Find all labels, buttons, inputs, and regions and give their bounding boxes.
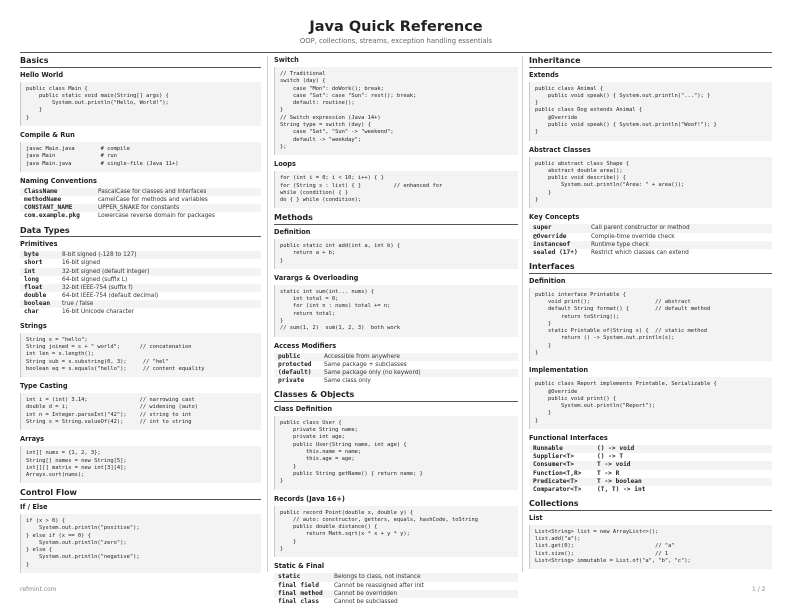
table-row <box>20 300 261 308</box>
section-title-basics: Basics <box>20 56 261 68</box>
term: methodName <box>24 196 62 204</box>
key-concepts-table <box>529 224 772 257</box>
column-right <box>529 56 772 574</box>
section-title-methods: Methods <box>274 213 518 225</box>
term: final field <box>278 581 319 589</box>
table-row <box>529 453 772 461</box>
definition: (T, T) -> int <box>597 486 646 493</box>
page-header <box>0 19 792 45</box>
term: protected <box>278 360 312 368</box>
primitives-table <box>20 251 261 317</box>
definition: Runtime type check <box>591 241 649 248</box>
subsection-title: Access Modifiers <box>274 341 337 350</box>
table-row <box>529 461 772 469</box>
footer-site: refmint.com <box>20 586 57 593</box>
subsection-title: Arrays <box>20 435 45 444</box>
code-block-class-definition: public class User { private String name; private int age; public User(String name, int age) { this.name = name; this.age = age; } public String getName() { return name; } } <box>274 416 518 490</box>
code-block-abstract: public abstract class Shape { abstract double area(); public void describe() { System.out.println("Area: " + area()); } } <box>529 157 772 209</box>
definition: Belongs to class, not instance <box>334 574 421 581</box>
code-block-strings: String s = "hello"; String joined = s + " world"; // concatenation int len = s.length(); String sub = s.substring(0, 3); // "hel" boolean eq = s.equals("hello"); // content equality <box>20 333 261 377</box>
subsection-title: Definition <box>274 227 311 236</box>
definition: T -> void <box>597 461 631 469</box>
table-row <box>20 284 261 292</box>
column-middle <box>274 56 518 611</box>
table-row <box>274 369 518 377</box>
term: long <box>24 275 39 283</box>
code-block-records: public record Point(double x, double y) { // auto: constructor, getters, equals, hashCode, toString public double distance() { return Math.sqrt(x * x + y * y); } } <box>274 506 518 558</box>
term: instanceof <box>533 240 571 248</box>
code-block-casting: int i = (int) 3.14; // narrowing cast double d = i; // widening (auto) int n = Integer.parseInt("42"); // string to int String s = String.valueOf(42); // int to string <box>20 393 261 430</box>
term: static <box>278 573 301 581</box>
table-row <box>20 204 261 212</box>
page-number: 1 / 2 <box>752 586 766 593</box>
table-row <box>20 308 261 316</box>
subsection-title: Compile & Run <box>20 130 75 139</box>
definition: camelCase for methods and variables <box>98 197 208 204</box>
naming-conventions-table <box>20 188 261 221</box>
term: int <box>24 267 36 275</box>
definition: PascalCase for classes and interfaces <box>98 188 207 195</box>
code-block-list: List<String> list = new ArrayList<>(); list.add("a"); list.get(0); // "a" list.size(); // 1 List<String> immutable = List.of("a", "b", "c"); <box>529 525 772 569</box>
definition: UPPER_SNAKE for constants <box>98 205 180 212</box>
term: CONSTANT_NAME <box>24 204 73 212</box>
column-left <box>20 56 261 578</box>
definition: Restrict which classes can extend <box>591 249 689 256</box>
subsection-title: Strings <box>20 321 47 330</box>
definition: Lowercase reverse domain for packages <box>98 213 215 220</box>
term: double <box>24 292 47 300</box>
term: (default) <box>278 369 312 376</box>
code-block-interface-definition: public interface Printable { void print(); // abstract default String format() { // default method return toString(); } static Printable of(String s) { // static method return () -> System.out.println(s); } } <box>529 288 772 362</box>
term: final method <box>278 589 323 597</box>
header-rule <box>20 52 772 53</box>
definition: () -> T <box>597 453 624 461</box>
subsection-title: Definition <box>529 276 566 285</box>
definition: 16-bit signed <box>62 260 101 267</box>
code-block-arrays: int[] nums = {1, 2, 3}; String[] names = new String[5]; int[][] matrix = new int[3][4]; Arrays.sort(nums); <box>20 446 261 483</box>
term: Consumer<T> <box>533 461 574 469</box>
subsection-title: Abstract Classes <box>529 145 591 154</box>
definition: 64-bit signed (suffix L) <box>62 276 128 283</box>
term: private <box>278 377 305 385</box>
subsection-title: Primitives <box>20 240 58 249</box>
subsection-title: Functional Interfaces <box>529 434 608 443</box>
definition: 64-bit IEEE-754 (default decimal) <box>62 293 159 300</box>
column-divider <box>267 56 268 572</box>
table-row <box>274 573 518 581</box>
subsection-title: Switch <box>274 56 299 64</box>
definition: T -> boolean <box>597 477 642 485</box>
code-block-extends: public class Animal { public void speak() { System.out.println("..."); } } public class Dog extends Animal { @Override public void speak() { System.out.println("Woof!"); } } <box>529 82 772 141</box>
subsection-title: List <box>529 513 543 522</box>
definition: 32-bit IEEE-754 (suffix f) <box>62 284 133 291</box>
code-block-method-definition: public static int add(int a, int b) { return a + b; } <box>274 239 518 269</box>
subsection-title: Records (Java 16+) <box>274 494 345 503</box>
term: Supplier<T> <box>533 453 574 461</box>
column-divider <box>522 56 523 572</box>
definition: 32-bit signed (default integer) <box>62 268 150 275</box>
page-title: Java Quick Reference <box>309 19 483 35</box>
subsection-title: If / Else <box>20 502 48 511</box>
table-row <box>20 188 261 196</box>
section-title-classes-objects: Classes & Objects <box>274 390 518 402</box>
table-row <box>529 470 772 478</box>
definition: Call parent constructor or method <box>591 225 690 232</box>
subsection-title: Naming Conventions <box>20 176 97 185</box>
table-row <box>274 353 518 361</box>
code-block-switch: // Traditional switch (day) { case "Mon": doWork(); break; case "Sat": case "Sun": rest(); break; default: routine(); } // Switch expression (Java 14+) String type = switch (day) { case "Sat", "Sun" -> "weekend"; default -> "weekday"; }; <box>274 67 518 155</box>
subsection-title: Key Concepts <box>529 213 580 222</box>
definition: Accessible from anywhere <box>324 353 400 360</box>
table-row <box>274 361 518 369</box>
code-block-compile: javac Main.java # compile java Main # run java Main.java # single-file (Java 11+) <box>20 142 261 172</box>
definition: Cannot be overridden <box>334 590 398 597</box>
definition: true / false <box>62 301 94 308</box>
term: ClassName <box>24 187 58 195</box>
term: Predicate<T> <box>533 477 578 485</box>
subsection-title: Class Definition <box>274 404 333 413</box>
term: final class <box>278 597 319 605</box>
definition: Same package + subclasses <box>324 361 407 368</box>
subsection-title: Loops <box>274 160 296 169</box>
term: sealed (17+) <box>533 248 578 256</box>
table-row <box>20 292 261 300</box>
subsection-title: Type Casting <box>20 382 68 391</box>
code-block-implementation: public class Report implements Printable, Serializable { @Override public void print() { System.out.println("Report"); } } <box>529 377 772 429</box>
table-row <box>529 224 772 232</box>
code-block-varargs: static int sum(int... nums) { int total = 0; for (int n : nums) total += n; return total; } // sum(1, 2) sum(1, 2, 3) both work <box>274 285 518 337</box>
term: short <box>24 259 43 267</box>
page-subtitle: OOP, collections, streams, exception handling essentials <box>299 37 493 45</box>
table-row <box>20 196 261 204</box>
table-row <box>274 582 518 590</box>
table-row <box>274 590 518 598</box>
table-row <box>20 276 261 284</box>
term: boolean <box>24 300 51 308</box>
table-row <box>274 377 518 385</box>
table-row <box>20 259 261 267</box>
term: Function<T,R> <box>533 469 582 477</box>
definition: 16-bit Unicode character <box>62 309 134 316</box>
code-block-if-else: if (x > 0) { System.out.println("positive"); } else if (x == 0) { System.out.println("zero"); } else { System.out.println("negative"); } <box>20 514 261 573</box>
table-row <box>20 212 261 220</box>
table-row <box>274 598 518 606</box>
term: @Override <box>533 232 567 240</box>
table-row <box>529 478 772 486</box>
definition: Cannot be subclassed <box>334 598 398 605</box>
subsection-title: Implementation <box>529 366 589 375</box>
term: float <box>24 283 43 291</box>
subsection-title: Extends <box>529 70 559 79</box>
access-modifiers-table <box>274 353 518 386</box>
term: char <box>24 308 39 316</box>
section-title-inheritance: Inheritance <box>529 56 772 68</box>
code-block-hello-world: public class Main { public static void main(String[] args) { System.out.println("Hello, World!"); } } <box>20 82 261 126</box>
definition: 8-bit signed (-128 to 127) <box>62 252 137 259</box>
section-title-interfaces: Interfaces <box>529 262 772 274</box>
table-row <box>529 233 772 241</box>
term: super <box>533 224 552 232</box>
term: byte <box>24 251 39 259</box>
table-row <box>529 486 772 494</box>
definition: Cannot be reassigned after init <box>334 582 424 589</box>
table-row <box>20 268 261 276</box>
definition: Compile-time override check <box>591 233 675 240</box>
definition: T -> R <box>597 469 620 477</box>
definition: () -> void <box>597 445 635 453</box>
table-row <box>529 249 772 257</box>
table-row <box>529 241 772 249</box>
term: com.example.pkg <box>24 212 80 220</box>
section-title-control-flow: Control Flow <box>20 488 261 500</box>
definition: Same class only <box>324 378 371 385</box>
term: public <box>278 352 301 360</box>
subsection-title: Static & Final <box>274 562 325 571</box>
term: Comparator<T> <box>533 486 582 493</box>
definition: Same package only (no keyword) <box>324 370 421 376</box>
section-title-data-types: Data Types <box>20 226 261 238</box>
subsection-title: Varargs & Overloading <box>274 273 359 282</box>
section-title-collections: Collections <box>529 499 772 511</box>
code-block-loops: for (int i = 0; i < 10; i++) { } for (String s : list) { } // enhanced for while (condition) { } do { } while (condition); <box>274 171 518 208</box>
static-final-table <box>274 573 518 606</box>
subsection-title: Hello World <box>20 70 64 79</box>
functional-interfaces-table <box>529 445 772 494</box>
term: Runnable <box>533 445 563 453</box>
table-row <box>20 251 261 259</box>
